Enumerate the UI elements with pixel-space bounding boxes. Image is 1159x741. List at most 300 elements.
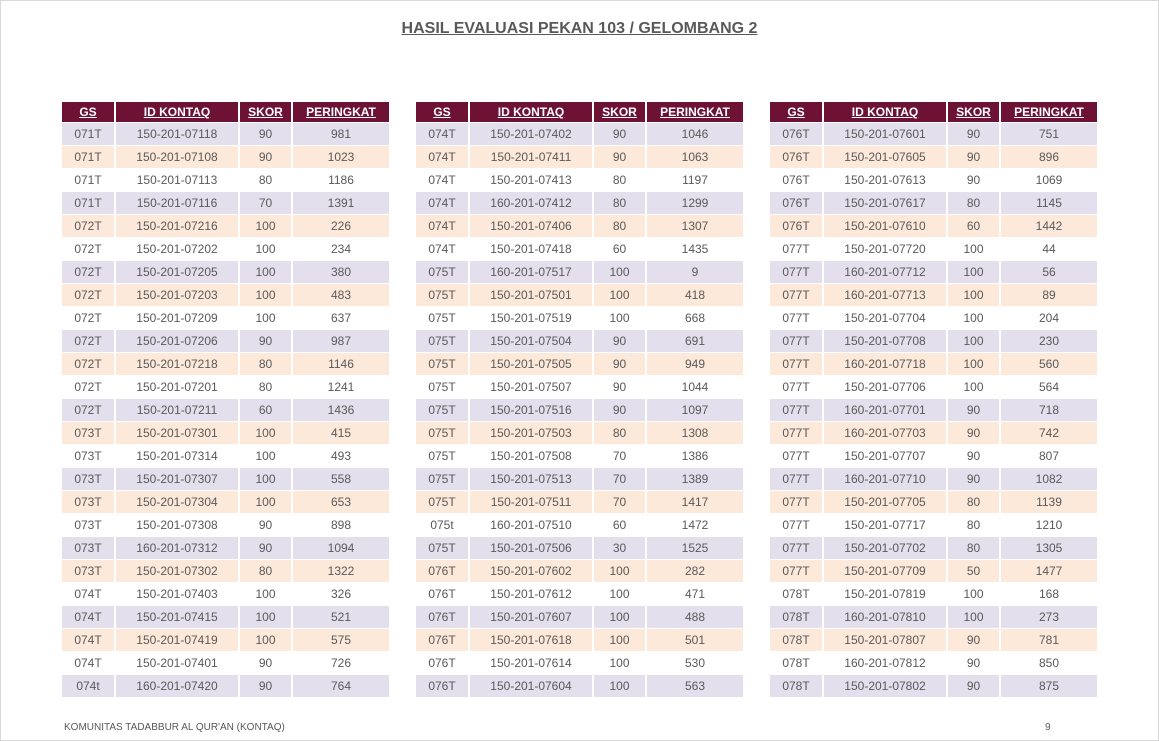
table-row (62, 146, 389, 169)
gs-cell: 072T (62, 330, 115, 353)
table-row (770, 583, 1097, 606)
id-kontaq-cell: 150-201-07116 (115, 192, 239, 215)
skor-cell: 60 (239, 399, 292, 422)
skor-cell: 100 (239, 215, 292, 238)
gs-cell: 078T (770, 606, 823, 629)
id-kontaq-cell: 150-201-07401 (115, 652, 239, 675)
skor-cell: 90 (593, 399, 646, 422)
peringkat-cell: 326 (292, 583, 389, 606)
skor-cell: 100 (593, 284, 646, 307)
gs-cell: 072T (62, 307, 115, 330)
peringkat-cell: 564 (1000, 376, 1097, 399)
id-kontaq-cell: 150-201-07807 (823, 629, 947, 652)
id-kontaq-cell: 150-201-07610 (823, 215, 947, 238)
table-row (416, 675, 743, 698)
id-kontaq-cell: 150-201-07314 (115, 445, 239, 468)
skor-cell: 80 (239, 376, 292, 399)
id-kontaq-cell: 150-201-07708 (823, 330, 947, 353)
peringkat-cell: 226 (292, 215, 389, 238)
gs-cell: 074T (62, 629, 115, 652)
gs-cell: 077T (770, 330, 823, 353)
table-row (770, 146, 1097, 169)
peringkat-cell: 204 (1000, 307, 1097, 330)
skor-cell: 80 (947, 491, 1000, 514)
peringkat-cell: 850 (1000, 652, 1097, 675)
table-row (416, 353, 743, 376)
peringkat-cell: 764 (292, 675, 389, 698)
gs-cell: 072T (62, 284, 115, 307)
peringkat-cell: 9 (646, 261, 743, 284)
gs-cell: 077T (770, 399, 823, 422)
skor-cell: 90 (947, 123, 1000, 146)
skor-cell: 80 (947, 514, 1000, 537)
id-kontaq-cell: 150-201-07706 (823, 376, 947, 399)
gs-cell: 074T (62, 583, 115, 606)
header-id-kontaq: ID KONTAQ (115, 102, 239, 123)
table-row (770, 353, 1097, 376)
peringkat-cell: 56 (1000, 261, 1097, 284)
skor-cell: 100 (593, 652, 646, 675)
id-kontaq-cell: 150-201-07419 (115, 629, 239, 652)
skor-cell: 50 (947, 560, 1000, 583)
table-row (62, 422, 389, 445)
skor-cell: 80 (593, 192, 646, 215)
skor-cell: 90 (239, 675, 292, 698)
id-kontaq-cell: 150-201-07411 (469, 146, 593, 169)
peringkat-cell: 981 (292, 123, 389, 146)
table-row (62, 238, 389, 261)
table-row (770, 491, 1097, 514)
peringkat-cell: 1322 (292, 560, 389, 583)
gs-cell: 072T (62, 238, 115, 261)
table-row (62, 192, 389, 215)
skor-cell: 100 (239, 583, 292, 606)
table-row (770, 261, 1097, 284)
gs-cell: 071T (62, 146, 115, 169)
skor-cell: 100 (593, 675, 646, 698)
table-row (62, 514, 389, 537)
peringkat-cell: 751 (1000, 123, 1097, 146)
id-kontaq-cell: 150-201-07614 (469, 652, 593, 675)
gs-cell: 077T (770, 376, 823, 399)
id-kontaq-cell: 150-201-07613 (823, 169, 947, 192)
id-kontaq-cell: 150-201-07302 (115, 560, 239, 583)
skor-cell: 100 (593, 560, 646, 583)
gs-cell: 075T (416, 537, 469, 560)
gs-cell: 075T (416, 468, 469, 491)
id-kontaq-cell: 150-201-07617 (823, 192, 947, 215)
gs-cell: 076T (770, 192, 823, 215)
gs-cell: 072T (62, 376, 115, 399)
skor-cell: 90 (239, 146, 292, 169)
gs-cell: 073T (62, 468, 115, 491)
table-row (62, 560, 389, 583)
table-row (62, 675, 389, 698)
skor-cell: 100 (947, 261, 1000, 284)
skor-cell: 100 (593, 629, 646, 652)
footer-organization: KOMUNITAS TADABBUR AL QUR'AN (KONTAQ) (64, 722, 285, 733)
peringkat-cell: 234 (292, 238, 389, 261)
gs-cell: 073T (62, 422, 115, 445)
peringkat-cell: 415 (292, 422, 389, 445)
peringkat-cell: 380 (292, 261, 389, 284)
table-row (62, 330, 389, 353)
gs-cell: 075T (416, 353, 469, 376)
peringkat-cell: 718 (1000, 399, 1097, 422)
skor-cell: 100 (239, 629, 292, 652)
peringkat-cell: 530 (646, 652, 743, 675)
peringkat-cell: 1391 (292, 192, 389, 215)
peringkat-cell: 501 (646, 629, 743, 652)
id-kontaq-cell: 160-201-07701 (823, 399, 947, 422)
skor-cell: 60 (593, 238, 646, 261)
table-row (770, 330, 1097, 353)
table-row (62, 215, 389, 238)
table-row (416, 307, 743, 330)
table-row (416, 261, 743, 284)
skor-cell: 100 (593, 307, 646, 330)
table-row (770, 123, 1097, 146)
skor-cell: 80 (593, 169, 646, 192)
peringkat-cell: 1063 (646, 146, 743, 169)
peringkat-cell: 1186 (292, 169, 389, 192)
id-kontaq-cell: 150-201-07519 (469, 307, 593, 330)
skor-cell: 90 (947, 422, 1000, 445)
gs-cell: 072T (62, 399, 115, 422)
peringkat-cell: 1197 (646, 169, 743, 192)
table-row (770, 560, 1097, 583)
skor-cell: 80 (239, 353, 292, 376)
peringkat-cell: 483 (292, 284, 389, 307)
page-title: HASIL EVALUASI PEKAN 103 / GELOMBANG 2 (401, 20, 758, 37)
gs-cell: 074t (62, 675, 115, 698)
gs-cell: 076T (770, 215, 823, 238)
skor-cell: 80 (593, 422, 646, 445)
skor-cell: 80 (239, 560, 292, 583)
table-row (770, 238, 1097, 261)
skor-cell: 80 (239, 169, 292, 192)
table-row (62, 123, 389, 146)
skor-cell: 100 (239, 261, 292, 284)
peringkat-cell: 896 (1000, 146, 1097, 169)
skor-cell: 100 (947, 238, 1000, 261)
header-skor: SKOR (947, 102, 1000, 123)
gs-cell: 072T (62, 261, 115, 284)
header-gs: GS (62, 102, 115, 123)
header-peringkat: PERINGKAT (646, 102, 743, 123)
peringkat-cell: 1299 (646, 192, 743, 215)
skor-cell: 100 (239, 606, 292, 629)
peringkat-cell: 807 (1000, 445, 1097, 468)
table-row (62, 583, 389, 606)
gs-cell: 076T (416, 652, 469, 675)
table-row (416, 146, 743, 169)
table-row (416, 284, 743, 307)
id-kontaq-cell: 150-201-07607 (469, 606, 593, 629)
table-row (62, 169, 389, 192)
gs-cell: 072T (62, 353, 115, 376)
table-row (416, 330, 743, 353)
id-kontaq-cell: 160-201-07312 (115, 537, 239, 560)
header-gs: GS (770, 102, 823, 123)
peringkat-cell: 44 (1000, 238, 1097, 261)
id-kontaq-cell: 150-201-07506 (469, 537, 593, 560)
id-kontaq-cell: 160-201-07510 (469, 514, 593, 537)
skor-cell: 90 (947, 399, 1000, 422)
table-row (62, 399, 389, 422)
gs-cell: 076T (416, 560, 469, 583)
table-row (770, 376, 1097, 399)
peringkat-cell: 273 (1000, 606, 1097, 629)
id-kontaq-cell: 160-201-07812 (823, 652, 947, 675)
gs-cell: 073T (62, 537, 115, 560)
header-skor: SKOR (593, 102, 646, 123)
gs-cell: 076T (416, 606, 469, 629)
peringkat-cell: 1436 (292, 399, 389, 422)
table-row (416, 560, 743, 583)
skor-cell: 30 (593, 537, 646, 560)
id-kontaq-cell: 150-201-07618 (469, 629, 593, 652)
table-row (62, 376, 389, 399)
skor-cell: 80 (947, 192, 1000, 215)
peringkat-cell: 1305 (1000, 537, 1097, 560)
gs-cell: 076T (770, 169, 823, 192)
table-row (62, 468, 389, 491)
peringkat-cell: 1210 (1000, 514, 1097, 537)
id-kontaq-cell: 150-201-07218 (115, 353, 239, 376)
id-kontaq-cell: 150-201-07211 (115, 399, 239, 422)
peringkat-cell: 949 (646, 353, 743, 376)
gs-cell: 078T (770, 629, 823, 652)
peringkat-cell: 1477 (1000, 560, 1097, 583)
gs-cell: 075T (416, 445, 469, 468)
table-row (416, 491, 743, 514)
id-kontaq-cell: 150-201-07203 (115, 284, 239, 307)
results-table-1 (62, 102, 389, 697)
peringkat-cell: 1307 (646, 215, 743, 238)
id-kontaq-cell: 150-201-07704 (823, 307, 947, 330)
gs-cell: 077T (770, 468, 823, 491)
gs-cell: 076T (770, 146, 823, 169)
skor-cell: 90 (239, 330, 292, 353)
table-row (416, 445, 743, 468)
id-kontaq-cell: 150-201-07304 (115, 491, 239, 514)
table-row (416, 169, 743, 192)
skor-cell: 100 (947, 353, 1000, 376)
peringkat-cell: 1082 (1000, 468, 1097, 491)
id-kontaq-cell: 150-201-07301 (115, 422, 239, 445)
skor-cell: 100 (947, 307, 1000, 330)
skor-cell: 100 (239, 422, 292, 445)
peringkat-cell: 1435 (646, 238, 743, 261)
id-kontaq-cell: 150-201-07415 (115, 606, 239, 629)
skor-cell: 100 (239, 307, 292, 330)
table-row (770, 606, 1097, 629)
peringkat-cell: 558 (292, 468, 389, 491)
id-kontaq-cell: 160-201-07517 (469, 261, 593, 284)
skor-cell: 60 (593, 514, 646, 537)
table-row (770, 307, 1097, 330)
skor-cell: 90 (947, 675, 1000, 698)
header-skor: SKOR (239, 102, 292, 123)
table-row (770, 445, 1097, 468)
id-kontaq-cell: 150-201-07501 (469, 284, 593, 307)
id-kontaq-cell: 150-201-07406 (469, 215, 593, 238)
gs-cell: 073T (62, 491, 115, 514)
table-row (770, 675, 1097, 698)
skor-cell: 100 (947, 583, 1000, 606)
id-kontaq-cell: 150-201-07709 (823, 560, 947, 583)
id-kontaq-cell: 150-201-07413 (469, 169, 593, 192)
table-row (770, 215, 1097, 238)
table-row (416, 537, 743, 560)
peringkat-cell: 1525 (646, 537, 743, 560)
peringkat-cell: 563 (646, 675, 743, 698)
gs-cell: 078T (770, 583, 823, 606)
gs-cell: 074T (62, 652, 115, 675)
peringkat-cell: 493 (292, 445, 389, 468)
gs-cell: 074T (416, 123, 469, 146)
id-kontaq-cell: 150-201-07707 (823, 445, 947, 468)
skor-cell: 70 (593, 491, 646, 514)
id-kontaq-cell: 150-201-07308 (115, 514, 239, 537)
gs-cell: 074T (62, 606, 115, 629)
peringkat-cell: 1097 (646, 399, 743, 422)
peringkat-cell: 898 (292, 514, 389, 537)
skor-cell: 90 (239, 123, 292, 146)
id-kontaq-cell: 150-201-07202 (115, 238, 239, 261)
id-kontaq-cell: 150-201-07511 (469, 491, 593, 514)
table-row (62, 261, 389, 284)
skor-cell: 100 (947, 376, 1000, 399)
id-kontaq-cell: 160-201-07810 (823, 606, 947, 629)
peringkat-cell: 1241 (292, 376, 389, 399)
gs-cell: 077T (770, 284, 823, 307)
peringkat-cell: 230 (1000, 330, 1097, 353)
skor-cell: 90 (593, 330, 646, 353)
id-kontaq-cell: 150-201-07418 (469, 238, 593, 261)
skor-cell: 100 (947, 330, 1000, 353)
table-row (62, 629, 389, 652)
peringkat-cell: 1145 (1000, 192, 1097, 215)
peringkat-cell: 1046 (646, 123, 743, 146)
peringkat-cell: 560 (1000, 353, 1097, 376)
skor-cell: 90 (593, 146, 646, 169)
table-row (416, 215, 743, 238)
peringkat-cell: 282 (646, 560, 743, 583)
gs-cell: 077T (770, 261, 823, 284)
header-id-kontaq: ID KONTAQ (823, 102, 947, 123)
skor-cell: 100 (239, 491, 292, 514)
gs-cell: 071T (62, 169, 115, 192)
id-kontaq-cell: 150-201-07205 (115, 261, 239, 284)
gs-cell: 076T (770, 123, 823, 146)
gs-cell: 072T (62, 215, 115, 238)
table-row (770, 468, 1097, 491)
table-row (62, 537, 389, 560)
peringkat-cell: 1139 (1000, 491, 1097, 514)
gs-cell: 076T (416, 675, 469, 698)
id-kontaq-cell: 150-201-07201 (115, 376, 239, 399)
header-peringkat: PERINGKAT (292, 102, 389, 123)
table-row (770, 514, 1097, 537)
skor-cell: 70 (239, 192, 292, 215)
header-gs: GS (416, 102, 469, 123)
table-row (416, 468, 743, 491)
gs-cell: 075t (416, 514, 469, 537)
table-row (770, 652, 1097, 675)
skor-cell: 100 (947, 284, 1000, 307)
id-kontaq-cell: 150-201-07504 (469, 330, 593, 353)
table-row (62, 652, 389, 675)
peringkat-cell: 1308 (646, 422, 743, 445)
id-kontaq-cell: 150-201-07705 (823, 491, 947, 514)
id-kontaq-cell: 150-201-07118 (115, 123, 239, 146)
header-id-kontaq: ID KONTAQ (469, 102, 593, 123)
peringkat-cell: 89 (1000, 284, 1097, 307)
id-kontaq-cell: 160-201-07703 (823, 422, 947, 445)
id-kontaq-cell: 160-201-07712 (823, 261, 947, 284)
header-peringkat: PERINGKAT (1000, 102, 1097, 123)
id-kontaq-cell: 160-201-07713 (823, 284, 947, 307)
results-table-3 (770, 102, 1097, 697)
id-kontaq-cell: 160-201-07420 (115, 675, 239, 698)
gs-cell: 075T (416, 422, 469, 445)
skor-cell: 90 (593, 123, 646, 146)
table-row (62, 606, 389, 629)
table-row (770, 284, 1097, 307)
id-kontaq-cell: 150-201-07605 (823, 146, 947, 169)
skor-cell: 100 (239, 238, 292, 261)
table-row (62, 491, 389, 514)
gs-cell: 077T (770, 560, 823, 583)
id-kontaq-cell: 150-201-07403 (115, 583, 239, 606)
skor-cell: 70 (593, 468, 646, 491)
gs-cell: 074T (416, 238, 469, 261)
gs-cell: 075T (416, 330, 469, 353)
peringkat-cell: 471 (646, 583, 743, 606)
table-row (416, 606, 743, 629)
peringkat-cell: 521 (292, 606, 389, 629)
id-kontaq-cell: 150-201-07720 (823, 238, 947, 261)
peringkat-cell: 668 (646, 307, 743, 330)
skor-cell: 90 (947, 629, 1000, 652)
results-table-2 (416, 102, 743, 697)
gs-cell: 073T (62, 445, 115, 468)
skor-cell: 90 (947, 468, 1000, 491)
peringkat-cell: 1389 (646, 468, 743, 491)
skor-cell: 100 (593, 261, 646, 284)
skor-cell: 100 (239, 445, 292, 468)
id-kontaq-cell: 150-201-07604 (469, 675, 593, 698)
gs-cell: 071T (62, 192, 115, 215)
table-row (416, 123, 743, 146)
id-kontaq-cell: 150-201-07612 (469, 583, 593, 606)
skor-cell: 70 (593, 445, 646, 468)
gs-cell: 077T (770, 537, 823, 560)
gs-cell: 075T (416, 261, 469, 284)
gs-cell: 077T (770, 422, 823, 445)
table-row (770, 192, 1097, 215)
gs-cell: 075T (416, 376, 469, 399)
table-row (416, 652, 743, 675)
peringkat-cell: 1417 (646, 491, 743, 514)
skor-cell: 100 (239, 468, 292, 491)
skor-cell: 100 (593, 583, 646, 606)
skor-cell: 100 (239, 284, 292, 307)
gs-cell: 074T (416, 146, 469, 169)
peringkat-cell: 1386 (646, 445, 743, 468)
